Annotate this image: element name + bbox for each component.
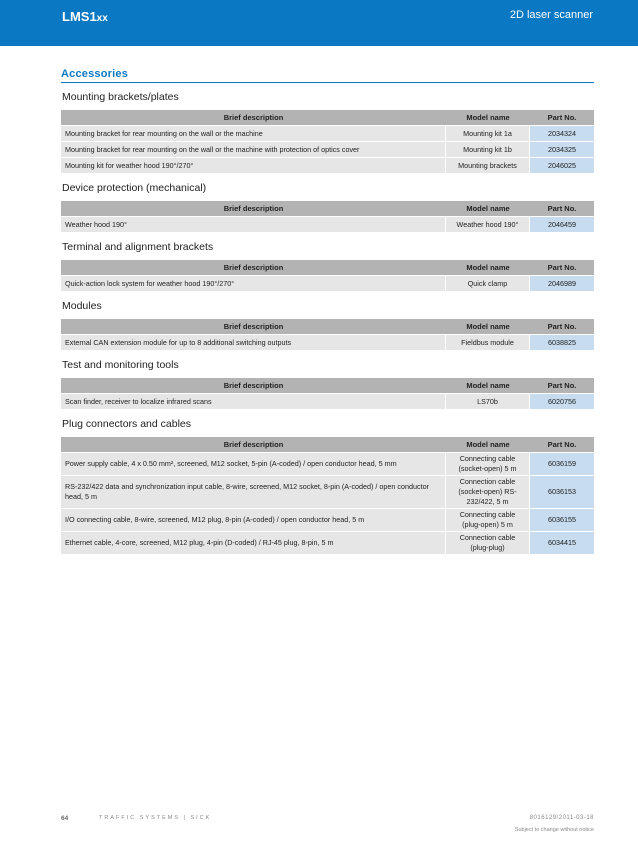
group-title: Modules bbox=[62, 300, 102, 312]
table-row bbox=[61, 532, 594, 554]
row-description: Mounting bracket for rear mounting on the wall or the machine with protection of optics cover bbox=[61, 142, 446, 157]
row-description: Mounting kit for weather hood 190°/270° bbox=[61, 158, 446, 173]
accessory-table bbox=[61, 109, 594, 174]
table-row bbox=[61, 158, 594, 173]
column-header-part: Part No. bbox=[530, 201, 594, 216]
table-row bbox=[61, 142, 594, 157]
row-part-number: 2046459 bbox=[530, 217, 594, 232]
row-description: Power supply cable, 4 x 0.50 mm², screened, M12 socket, 5-pin (A-coded) / open conductor head, 5 mm bbox=[61, 453, 446, 475]
row-part-number: 2034324 bbox=[530, 126, 594, 141]
row-model-name: LS70b bbox=[446, 394, 530, 409]
row-model-name: Mounting kit 1a bbox=[446, 126, 530, 141]
column-header-part: Part No. bbox=[530, 378, 594, 393]
row-part-number: 2046025 bbox=[530, 158, 594, 173]
table-row bbox=[61, 453, 594, 475]
product-name: LMS1xx bbox=[62, 9, 108, 24]
row-part-number: 6038825 bbox=[530, 335, 594, 350]
table-row bbox=[61, 335, 594, 350]
column-header-model: Model name bbox=[446, 260, 530, 275]
column-header-part: Part No. bbox=[530, 437, 594, 452]
table-header-row bbox=[61, 201, 594, 216]
column-header-part: Part No. bbox=[530, 260, 594, 275]
column-header-description: Brief description bbox=[61, 260, 446, 275]
change-notice: Subject to change without notice bbox=[514, 827, 594, 833]
row-description: Weather hood 190° bbox=[61, 217, 446, 232]
row-part-number: 6034415 bbox=[530, 532, 594, 554]
accessory-groups bbox=[61, 91, 594, 555]
row-part-number: 6020756 bbox=[530, 394, 594, 409]
row-part-number: 6036159 bbox=[530, 453, 594, 475]
row-description: Ethernet cable, 4-core, screened, M12 plug, 4-pin (D-coded) / RJ-45 plug, 8-pin, 5 m bbox=[61, 532, 446, 554]
row-description: External CAN extension module for up to 8 additional switching outputs bbox=[61, 335, 446, 350]
column-header-model: Model name bbox=[446, 201, 530, 216]
row-description: RS-232/422 data and synchronization input cable, 8-wire, screened, M12 socket, 8-pin (A-coded) / open conductor head, 5 m bbox=[61, 476, 446, 508]
row-model-name: Mounting brackets bbox=[446, 158, 530, 173]
row-description: Mounting bracket for rear mounting on the wall or the machine bbox=[61, 126, 446, 141]
row-part-number: 2046989 bbox=[530, 276, 594, 291]
column-header-description: Brief description bbox=[61, 437, 446, 452]
table-header-row bbox=[61, 378, 594, 393]
row-model-name: Mounting kit 1b bbox=[446, 142, 530, 157]
row-model-name: Fieldbus module bbox=[446, 335, 530, 350]
row-part-number: 6036155 bbox=[530, 509, 594, 531]
accessories-section bbox=[61, 68, 594, 555]
table-row bbox=[61, 126, 594, 141]
column-header-model: Model name bbox=[446, 437, 530, 452]
column-header-description: Brief description bbox=[61, 378, 446, 393]
section-title: Accessories bbox=[61, 68, 594, 83]
page-header bbox=[0, 0, 638, 46]
accessory-table bbox=[61, 200, 594, 233]
table-header-row bbox=[61, 437, 594, 452]
group-title: Test and monitoring tools bbox=[62, 359, 179, 371]
row-model-name: Connection cable (socket-open) RS-232/422, 5 m bbox=[446, 476, 530, 508]
group-title: Plug connectors and cables bbox=[62, 418, 191, 430]
row-part-number: 6036153 bbox=[530, 476, 594, 508]
accessory-table bbox=[61, 318, 594, 351]
column-header-model: Model name bbox=[446, 319, 530, 334]
column-header-part: Part No. bbox=[530, 110, 594, 125]
footer-brand: TRAFFIC SYSTEMS | SICK bbox=[99, 815, 212, 821]
column-header-description: Brief description bbox=[61, 201, 446, 216]
group-title: Device protection (mechanical) bbox=[62, 182, 207, 194]
accessory-table bbox=[61, 436, 594, 555]
table-row bbox=[61, 276, 594, 291]
row-description: Scan finder, receiver to localize infrared scans bbox=[61, 394, 446, 409]
table-header-row bbox=[61, 110, 594, 125]
row-model-name: Connecting cable (plug-open) 5 m bbox=[446, 509, 530, 531]
page-number: 64 bbox=[61, 815, 69, 822]
group-title: Mounting brackets/plates bbox=[62, 91, 179, 103]
row-part-number: 2034325 bbox=[530, 142, 594, 157]
accessory-table bbox=[61, 377, 594, 410]
row-model-name: Weather hood 190° bbox=[446, 217, 530, 232]
row-description: Quick-action lock system for weather hood 190°/270° bbox=[61, 276, 446, 291]
table-header-row bbox=[61, 260, 594, 275]
row-description: I/O connecting cable, 8-wire, screened, M12 plug, 8-pin (A-coded) / open conductor head, 5 m bbox=[61, 509, 446, 531]
column-header-model: Model name bbox=[446, 110, 530, 125]
table-row bbox=[61, 394, 594, 409]
table-row bbox=[61, 217, 594, 232]
column-header-description: Brief description bbox=[61, 110, 446, 125]
row-model-name: Quick clamp bbox=[446, 276, 530, 291]
column-header-part: Part No. bbox=[530, 319, 594, 334]
table-row bbox=[61, 476, 594, 508]
accessory-table bbox=[61, 259, 594, 292]
table-row bbox=[61, 509, 594, 531]
row-model-name: Connecting cable (socket-open) 5 m bbox=[446, 453, 530, 475]
column-header-model: Model name bbox=[446, 378, 530, 393]
row-model-name: Connection cable (plug-plug) bbox=[446, 532, 530, 554]
product-category: 2D laser scanner bbox=[509, 9, 593, 21]
document-number: 8016129/2011-03-18 bbox=[529, 815, 594, 821]
table-header-row bbox=[61, 319, 594, 334]
group-title: Terminal and alignment brackets bbox=[62, 241, 214, 253]
column-header-description: Brief description bbox=[61, 319, 446, 334]
